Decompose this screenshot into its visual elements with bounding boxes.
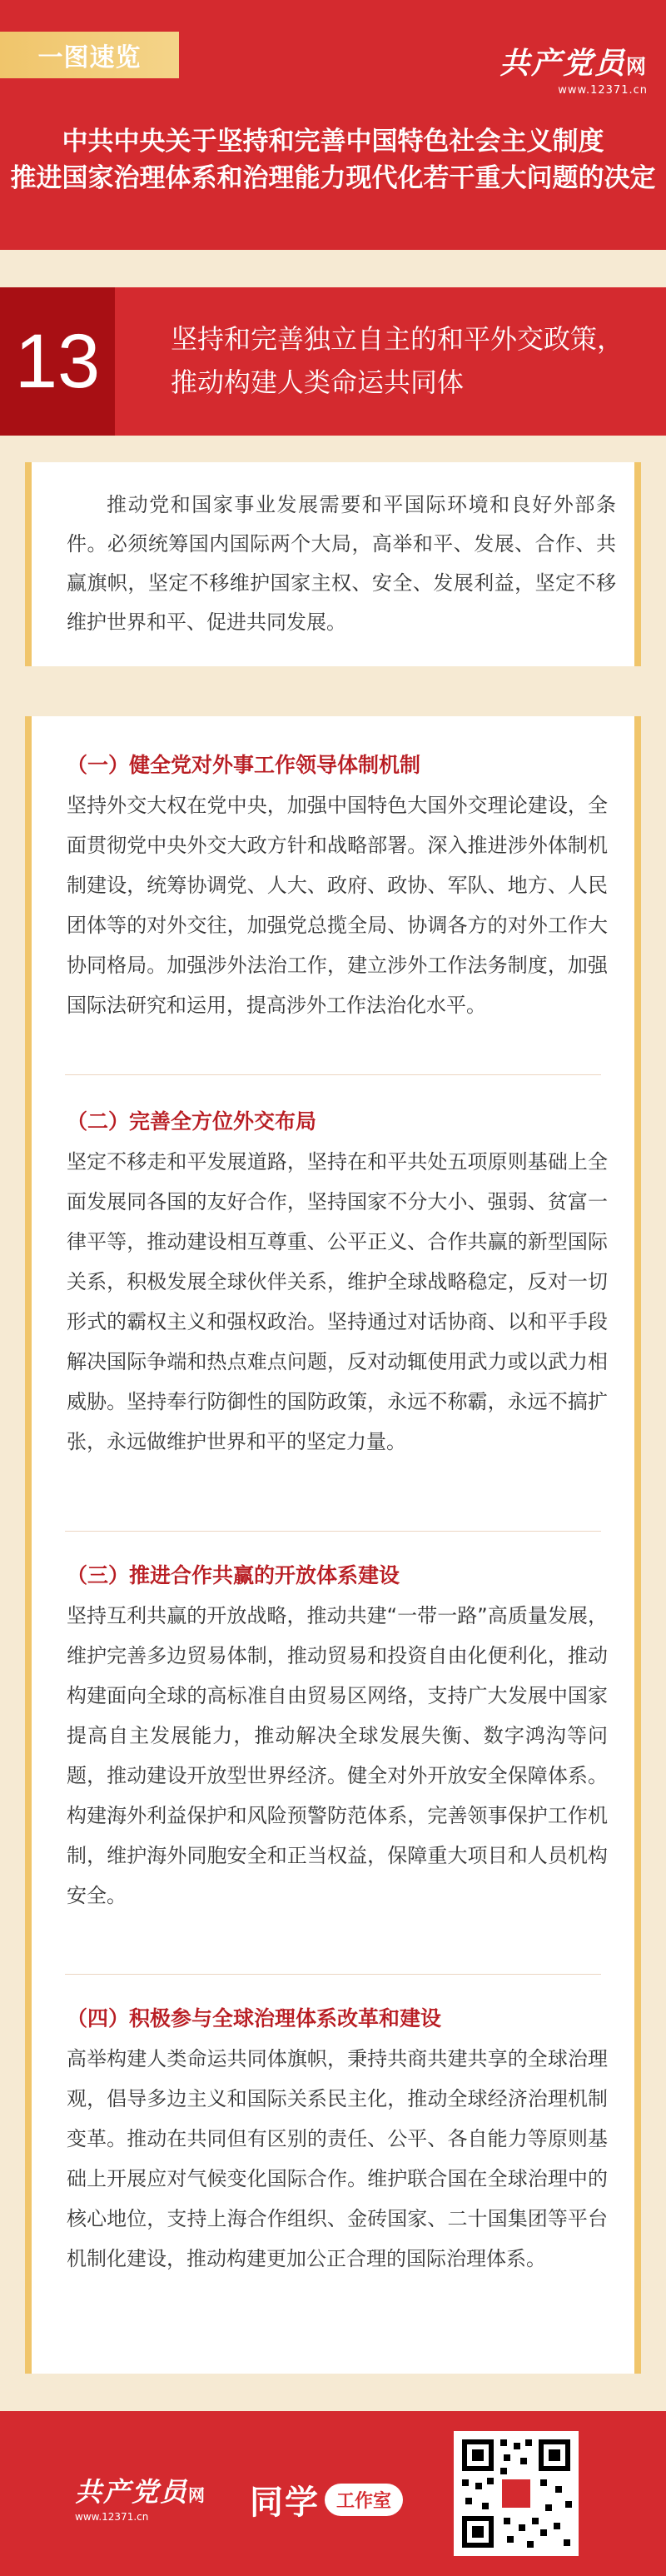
logo-brand: 共产党员 [499,46,626,81]
section-body: 高举构建人类命运共同体旗帜，秉持共商共建共享的全球治理观，倡导多边主义和国际关系民主化，推动全球经济治理机制变革。推动在共同但有区别的责任、公平、各自能力等原则基础上开展应对气候变化国际合作。维护联合国在全球治理中的核心地位，支持上海合作组织、金砖国家、二十国集团等平台机制化建设，推动构建更加公正合理的国际治理体系。 [67,2047,608,2270]
chapter-heading-line-1: 坚持和完善独立自主的和平外交政策， [171,323,624,355]
title-line-1: 中共中央关于坚持和完善中国特色社会主义制度 [62,127,604,157]
site-logo[interactable] [500,40,648,97]
footer-logo[interactable] [75,2471,206,2523]
section-title: （三）推进合作共赢的开放体系建设 [67,1563,400,1587]
section-title: （二）完善全方位外交布局 [67,1109,317,1134]
studio-pill: 工作室 [325,2484,403,2516]
header-banner [0,0,666,250]
studio-logo [250,2476,403,2524]
chapter-number: 13 [0,287,115,436]
section-2 [67,1102,608,1462]
intro-card [25,462,641,666]
footer-logo-brand: 共产党员 [75,2476,189,2508]
ribbon-label: 一图速览 [0,32,179,78]
content-right-bar [634,716,641,2374]
footer [0,2411,666,2576]
logo-url: www.12371.cn [558,84,648,97]
section-title: （一）健全党对外事工作领导体制机制 [67,753,421,777]
section-divider [65,1531,601,1532]
logo-net: 网 [626,55,648,78]
intro-paragraph: 推动党和国家事业发展需要和平国际环境和良好外部条件。必须统筹国内国际两个大局，高举和平、发展、合作、共赢旗帜，坚定不移维护国家主权、安全、发展利益，坚定不移维护世界和平、促进共同发展。 [67,493,616,634]
chapter-heading [171,317,645,404]
footer-logo-net: 网 [188,2485,207,2505]
footer-logo-url: www.12371.cn [75,2511,149,2523]
section-divider [65,1974,601,1975]
intro-right-bar [634,462,641,666]
content-left-bar [25,716,32,2374]
qr-code-icon [454,2431,579,2556]
section-title: （四）积极参与全球治理体系改革和建设 [67,2006,442,2030]
section-3 [67,1556,608,1916]
section-body: 坚持互利共赢的开放战略，推动共建“一带一路”高质量发展，维护完善多边贸易体制，推动贸易和投资自由化便利化，推动构建面向全球的高标准自由贸易区网络，支持广大发展中国家提高自主发展能力，推动解决全球发展失衡、数字鸿沟等问题，推动建设开放型世界经济。健全对外开放安全保障体系。构建海外利益保护和风险预警防范体系，完善领事保护工作机制，维护海外同胞安全和正当权益，保障重大项目和人员机构安全。 [67,1604,608,1907]
section-1 [67,745,608,1025]
section-4 [67,1999,608,2279]
chapter-band [0,287,666,436]
studio-text: 同学 [250,2484,320,2522]
section-body: 坚持外交大权在党中央，加强中国特色大国外交理论建设，全面贯彻党中央外交大政方针和战略部署。深入推进涉外体制机制建设，统筹协调党、人大、政府、政协、军队、地方、人民团体等的对外交往，加强党总揽全局、协调各方的对外工作大协同格局。加强涉外法治工作，建立涉外工作法务制度，加强国际法研究和运用，提高涉外工作法治化水平。 [67,794,608,1017]
content-card [25,716,641,2374]
section-body: 坚定不移走和平发展道路，坚持在和平共处五项原则基础上全面发展同各国的友好合作，坚持国家不分大小、强弱、贫富一律平等，推动建设相互尊重、公平正义、合作共赢的新型国际关系，积极发展全球伙伴关系，维护全球战略稳定，反对一切形式的霸权主义和强权政治。坚持通过对话协商、以和平手段解决国际争端和热点难点问题，反对动辄使用武力或以武力相威胁。坚持奉行防御性的国防政策，永远不称霸，永远不搞扩张，永远做维护世界和平的坚定力量。 [67,1150,608,1453]
document-title [0,123,666,197]
section-divider [65,1074,601,1075]
intro-left-bar [25,462,32,666]
title-line-2: 推进国家治理体系和治理能力现代化若干重大问题的决定 [10,163,656,193]
chapter-heading-line-2: 推动构建人类命运共同体 [171,366,465,398]
